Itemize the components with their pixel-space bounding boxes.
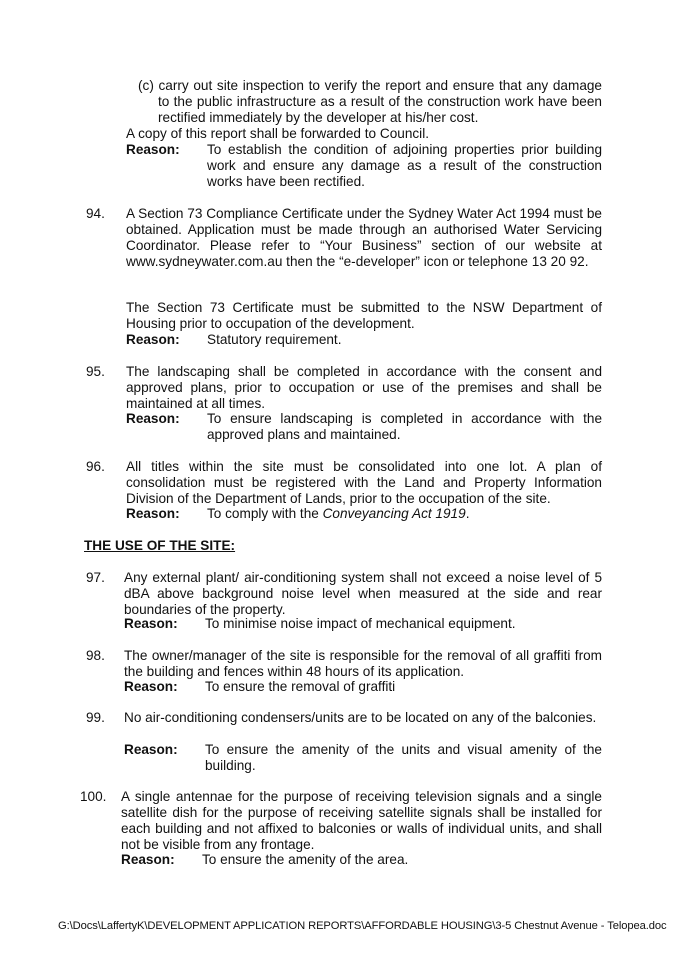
condition-number: 100. bbox=[80, 789, 107, 804]
reason-text: To ensure the removal of graffiti bbox=[205, 679, 396, 694]
reason-98 bbox=[124, 679, 602, 695]
act-name: Conveyancing Act 1919 bbox=[322, 506, 466, 521]
reason-text: To ensure the amenity of the area. bbox=[202, 852, 409, 867]
condition-number: 99. bbox=[86, 710, 105, 725]
condition-94-text-2: The Section 73 Certificate must be submitted to the NSW Department of Housing prior to occupation of the development. bbox=[126, 300, 602, 331]
condition-c-body: (c) carry out site inspection to verify the report and ensure that any damage to the public infrastructure as a result of the construction work have been rectified immediately by the developer at his/her cost. bbox=[138, 78, 602, 125]
condition-95-text: The landscaping shall be completed in accordance with the consent and approved plans, prior to occupation or use of the premises and shall be maintained at all times. bbox=[126, 364, 602, 411]
reason-99 bbox=[124, 742, 602, 774]
reason-text: Statutory requirement. bbox=[207, 332, 342, 347]
reason-text: To establish the condition of adjoining properties prior building work and ensure any damage as a result of the construction works have been rectified. bbox=[207, 142, 602, 189]
reason-100 bbox=[121, 852, 602, 868]
reason-text: To ensure landscaping is completed in accordance with the approved plans and maintained. bbox=[207, 411, 602, 442]
condition-100-text: A single antennae for the purpose of receiving television signals and a single satellite dish for the purpose of receiving satellite signals shall be installed for each building and not affixed to balconies or walls of individual units, and shall not be visible from any frontage. bbox=[121, 789, 602, 852]
condition-c-text bbox=[138, 78, 602, 126]
reason-text bbox=[207, 506, 602, 522]
condition-number: 96. bbox=[86, 459, 105, 474]
condition-94-text: A Section 73 Compliance Certificate under the Sydney Water Act 1994 must be obtained. Application must be made through an authorised Water Servicing Coordinator. Please refer to “Your Business” section of our website at www.sydneywater.com.au then the “e-developer” icon or telephone 13 20 92. bbox=[126, 206, 602, 269]
reason-label: Reason: bbox=[124, 742, 178, 757]
reason-label: Reason: bbox=[126, 411, 180, 426]
condition-97-text: Any external plant/ air-conditioning system shall not exceed a noise level of 5 dBA above background noise level when measured at the side and rear boundaries of the property. bbox=[124, 570, 602, 617]
reason-label: Reason: bbox=[124, 679, 178, 694]
reason-94 bbox=[126, 332, 602, 348]
reason-label: Reason: bbox=[126, 142, 180, 157]
condition-number: 98. bbox=[86, 648, 105, 663]
reason-prefix: To comply with the bbox=[207, 506, 323, 521]
condition-96-text: All titles within the site must be consolidated into one lot. A plan of consolidation must be registered with the Land and Property Information Division of the Department of Lands, prior to the occupation of the site. bbox=[126, 459, 602, 506]
reason-95 bbox=[126, 411, 602, 443]
copy-note: A copy of this report shall be forwarded to Council. bbox=[126, 126, 429, 141]
condition-number: 94. bbox=[86, 206, 105, 221]
footer-file-path: G:\Docs\LaffertyK\DEVELOPMENT APPLICATION REPORTS\AFFORDABLE HOUSING\3-5 Chestnut Avenue - Telopea.doc bbox=[58, 920, 667, 932]
reason-label: Reason: bbox=[126, 506, 180, 521]
reason-text: To ensure the amenity of the units and visual amenity of the building. bbox=[205, 742, 602, 773]
reason-97 bbox=[124, 616, 602, 632]
reason-label: Reason: bbox=[124, 616, 178, 631]
condition-number: 95. bbox=[86, 364, 105, 379]
section-heading: THE USE OF THE SITE: bbox=[84, 538, 236, 553]
condition-99-text: No air-conditioning condensers/units are to be located on any of the balconies. bbox=[124, 710, 597, 725]
reason-96 bbox=[126, 506, 602, 522]
reason-label: Reason: bbox=[126, 332, 180, 347]
reason-label: Reason: bbox=[121, 852, 175, 867]
condition-number: 97. bbox=[86, 570, 105, 585]
reason-c bbox=[126, 142, 602, 190]
reason-text: To minimise noise impact of mechanical equipment. bbox=[205, 616, 516, 631]
reason-suffix: . bbox=[465, 506, 470, 521]
condition-98-text: The owner/manager of the site is responsible for the removal of all graffiti from the building and fences within 48 hours of its application. bbox=[124, 648, 602, 679]
